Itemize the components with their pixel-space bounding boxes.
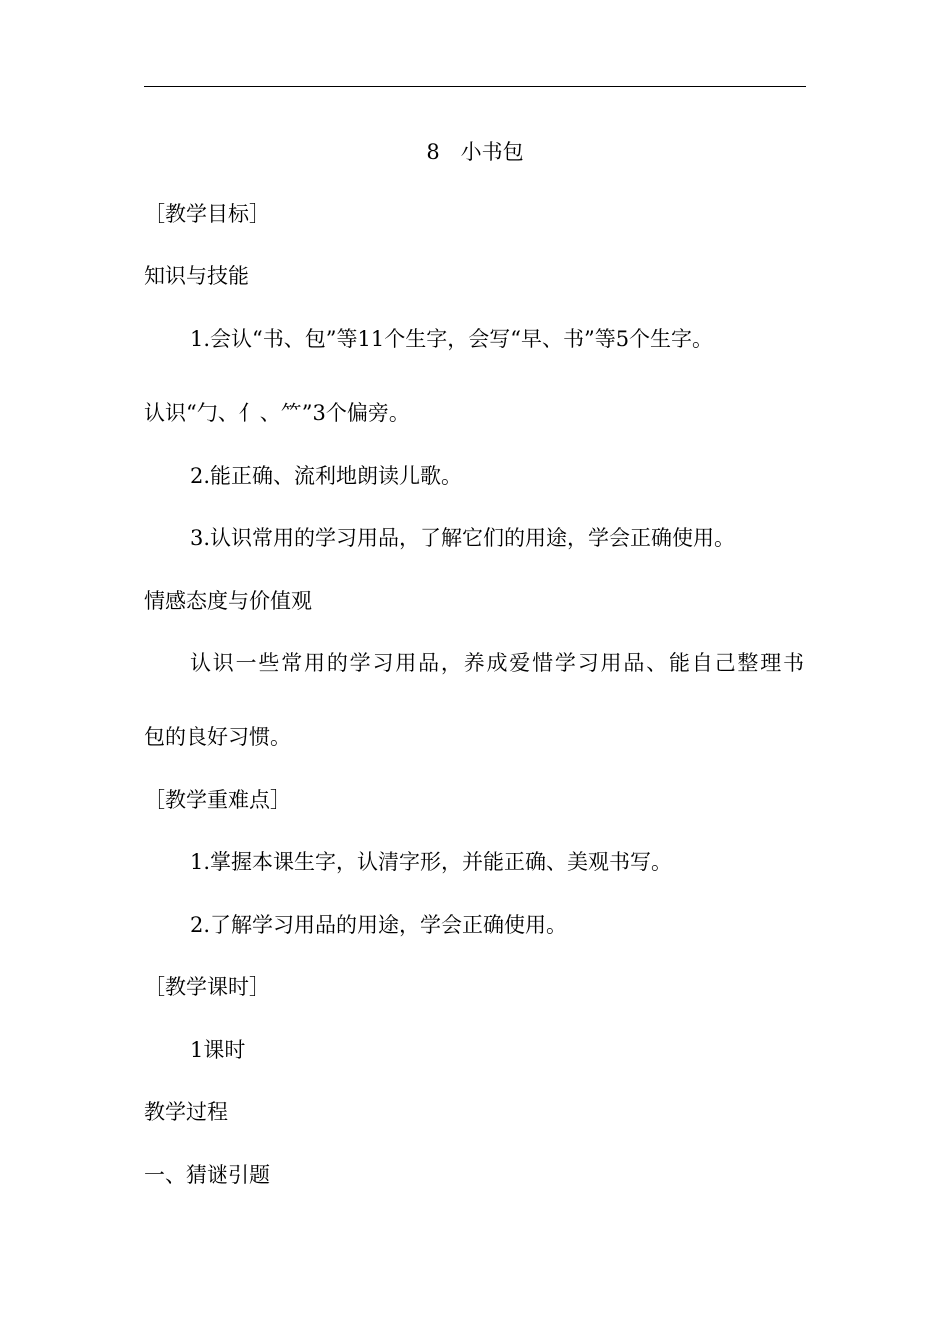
hours-heading: ［教学课时］ (144, 975, 270, 999)
goal-1-line-2: 认识“勹、亻、⺮”3个偏旁。 (144, 401, 410, 425)
knowledge-heading: 知识与技能 (144, 264, 249, 288)
key-point-1: 1.掌握本课生字，认清字形，并能正确、美观书写。 (190, 850, 673, 874)
section-1-heading: 一、猜谜引题 (144, 1163, 270, 1187)
header-rule (144, 86, 806, 87)
goal-3: 3.认识常用的学习用品，了解它们的用途，学会正确使用。 (190, 526, 736, 550)
lesson-title: 8 小书包 (426, 140, 524, 164)
emotion-line-2: 包的良好习惯。 (144, 725, 291, 749)
goal-1-line-1: 1.会认“书、包”等11个生字，会写“早、书”等5个生字。 (190, 327, 714, 351)
key-point-2: 2.了解学习用品的用途，学会正确使用。 (190, 913, 568, 937)
emotion-line-1: 认识一些常用的学习用品，养成爱惜学习用品、能自己整理书 (190, 651, 804, 675)
process-heading: 教学过程 (144, 1100, 228, 1124)
goals-heading: ［教学目标］ (144, 202, 270, 226)
key-heading: ［教学重难点］ (144, 788, 291, 812)
emotion-heading: 情感态度与价值观 (144, 589, 312, 613)
goal-2: 2.能正确、流利地朗读儿歌。 (190, 464, 463, 488)
hours-value: 1课时 (190, 1038, 246, 1062)
